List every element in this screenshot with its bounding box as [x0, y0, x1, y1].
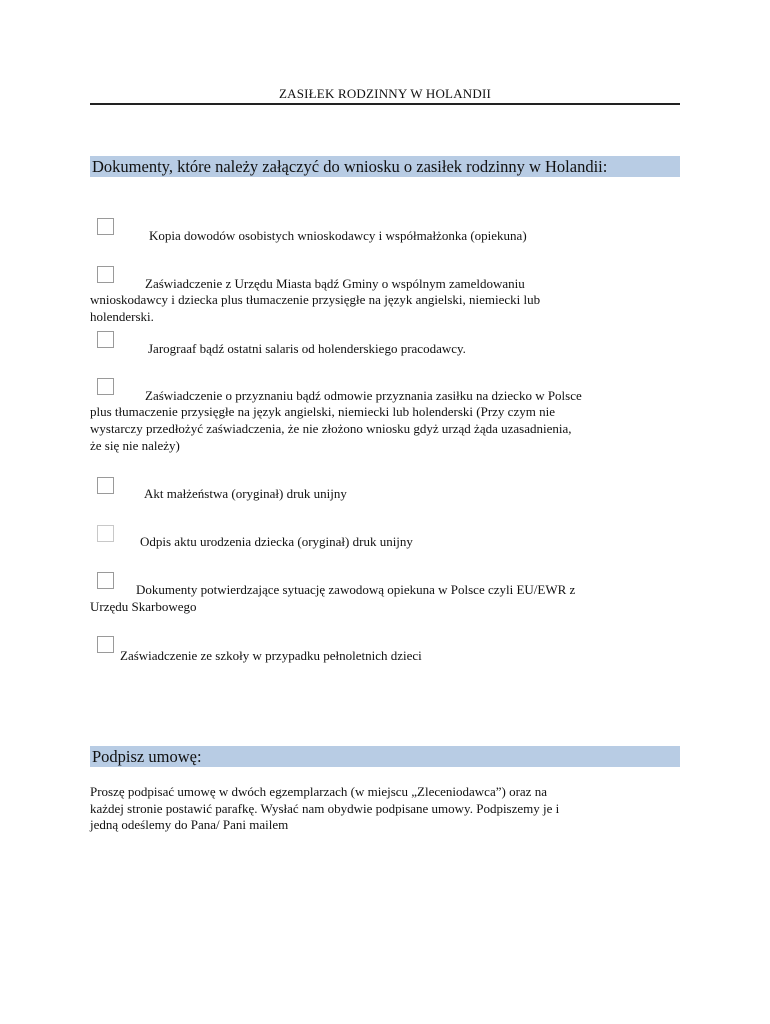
checklist-item-text: Urzędu Skarbowego: [90, 599, 197, 614]
checklist-item-text: holenderski.: [90, 309, 154, 324]
checklist-item-text: wystarczy przedłożyć zaświadczenia, że nie złożono wniosku gdyż urząd żąda uzasadnienia,: [90, 421, 572, 436]
documents-section-heading: [90, 156, 680, 177]
document-header-title: ZASIŁEK RODZINNY W HOLANDII: [278, 86, 492, 101]
checklist-item-text: Akt małżeństwa (oryginał) druk unijny: [144, 486, 347, 501]
sign-instructions-paragraph: [90, 784, 680, 834]
paragraph-line: Proszę podpisać umowę w dwóch egzemplarzach (w miejscu „Zleceniodawca”) oraz na: [90, 784, 547, 799]
checkbox[interactable]: [97, 331, 114, 348]
checklist-item-text: że się nie należy): [90, 438, 180, 453]
sign-section-heading-text: Podpisz umowę:: [92, 747, 202, 766]
checklist-item-text: Zaświadczenie z Urzędu Miasta bądź Gminy o wspólnym zameldowaniu: [145, 276, 525, 291]
sign-section-heading: [90, 746, 680, 767]
checklist-item-text: Jarograaf bądź ostatni salaris od holenderskiego pracodawcy.: [148, 341, 466, 356]
checklist-item-text: Dokumenty potwierdzające sytuację zawodową opiekuna w Polsce czyli EU/EWR z: [136, 582, 576, 597]
checklist-item-text: Odpis aktu urodzenia dziecka (oryginał) druk unijny: [140, 534, 413, 549]
paragraph-line: jedną odeślemy do Pana/ Pani mailem: [90, 817, 289, 832]
checklist-item-text: Zaświadczenie o przyznaniu bądź odmowie przyznania zasiłku na dziecko w Polsce: [145, 388, 582, 403]
checklist-item-text: Zaświadczenie ze szkoły w przypadku pełnoletnich dzieci: [120, 648, 422, 663]
checklist-item-text: Kopia dowodów osobistych wnioskodawcy i współmałżonka (opiekuna): [149, 228, 527, 243]
checklist-item-text: plus tłumaczenie przysięgłe na język angielski, niemiecki lub holenderski (Przy czym nie: [90, 404, 555, 419]
checkbox[interactable]: [97, 218, 114, 235]
checkbox[interactable]: [97, 525, 114, 542]
paragraph-line: każdej stronie postawić parafkę. Wysłać nam obydwie podpisane umowy. Podpiszemy je i: [90, 800, 560, 816]
checkbox[interactable]: [97, 266, 114, 283]
checklist-item-text: wnioskodawcy i dziecka plus tłumaczenie przysięgłe na język angielski, niemiecki lub: [90, 292, 541, 307]
checkbox[interactable]: [97, 477, 114, 494]
checkbox[interactable]: [97, 378, 114, 395]
checkbox[interactable]: [97, 636, 114, 653]
documents-section-heading-text: Dokumenty, które należy załączyć do wniosku o zasiłek rodzinny w Holandii:: [92, 157, 608, 176]
header-divider: [90, 103, 680, 105]
checkbox[interactable]: [97, 572, 114, 589]
